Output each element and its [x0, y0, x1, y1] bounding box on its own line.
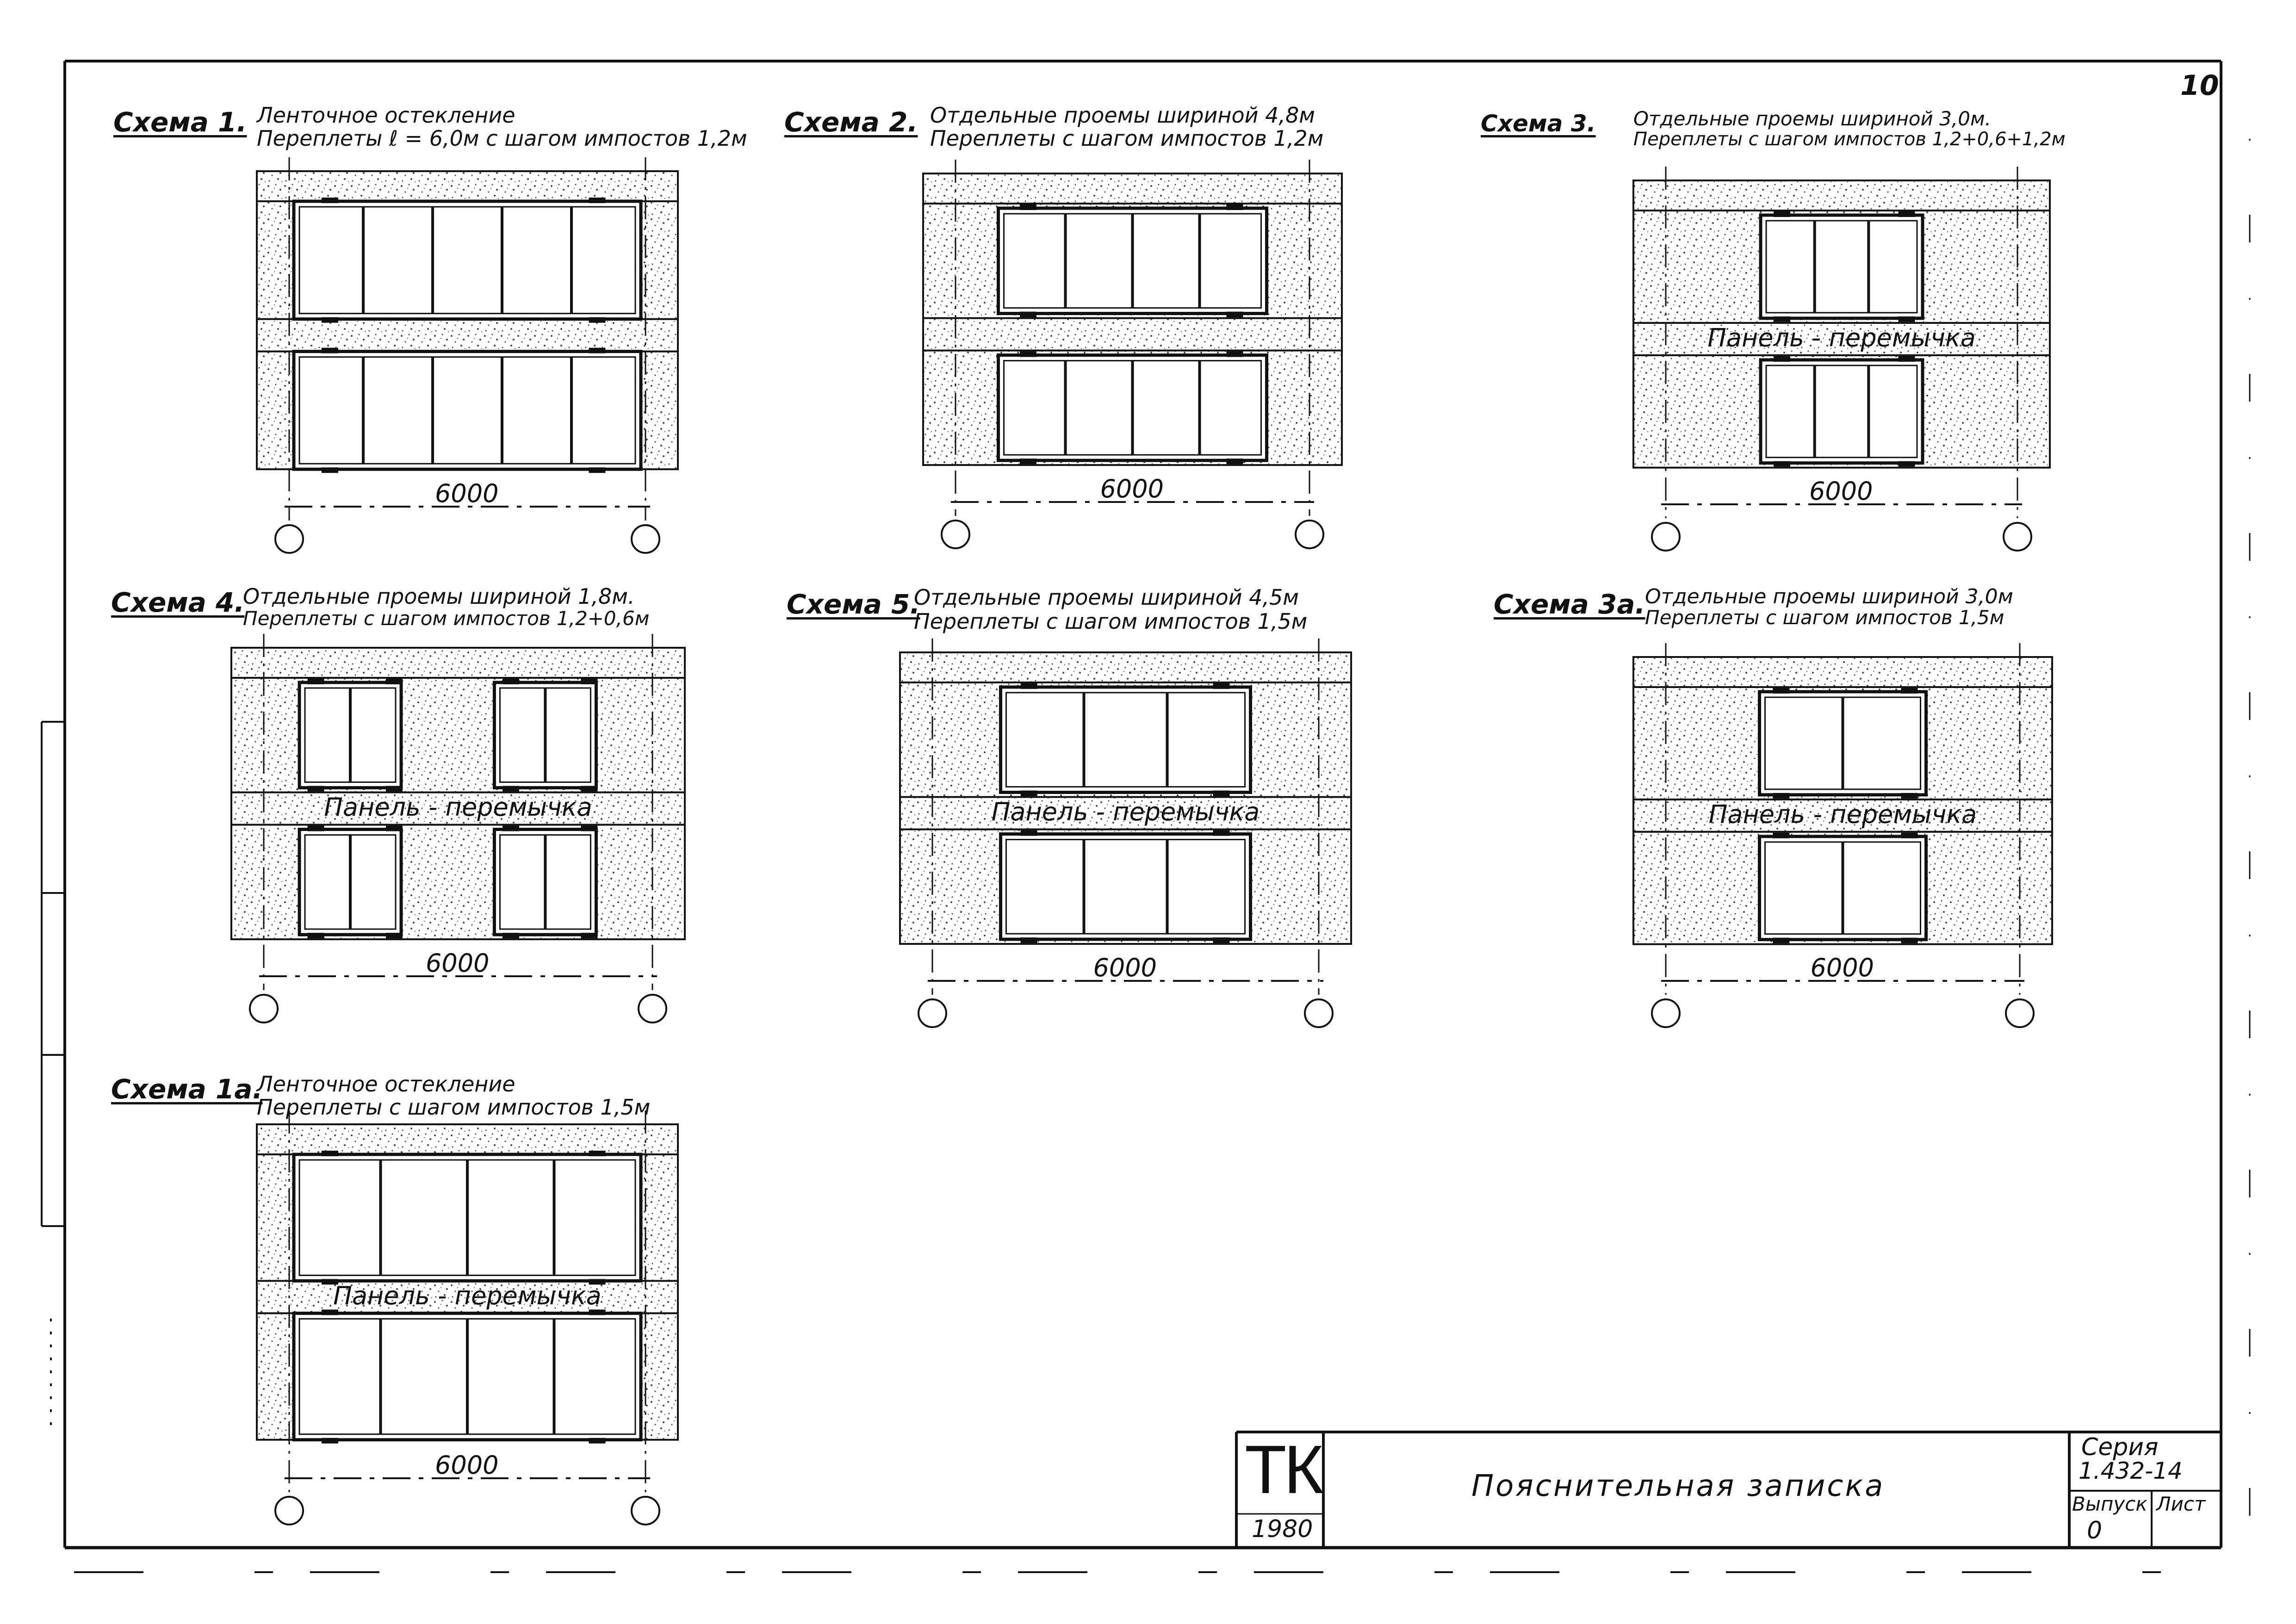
window-frame: [294, 201, 641, 319]
anchor: [322, 467, 338, 473]
anchor: [322, 1309, 338, 1315]
anchor: [1021, 831, 1037, 836]
anchor: [1773, 793, 1789, 799]
scheme-2-name: Схема 2.: [784, 106, 918, 138]
window: [999, 205, 1267, 317]
anchor: [1213, 791, 1230, 796]
anchor: [589, 198, 606, 203]
scheme-3a-drawing: [1633, 643, 2052, 1027]
anchor: [386, 933, 403, 938]
anchor: [1020, 352, 1036, 357]
anchor: [589, 348, 606, 353]
window: [294, 1151, 641, 1284]
issue-label: Выпуск: [2072, 1493, 2147, 1515]
anchor: [581, 786, 597, 792]
tk-logo: ТК: [1245, 1432, 1321, 1508]
window-frame: [1761, 360, 1923, 463]
scheme-4-name: Схема 4.: [111, 587, 245, 618]
anchor: [322, 1151, 338, 1156]
window-frame: [1761, 215, 1923, 318]
dimension-label: 6000: [426, 948, 490, 978]
axis-marker: [2004, 523, 2031, 551]
window: [1001, 683, 1251, 796]
panel-lintel-label: Панель - перемычка: [333, 1281, 602, 1310]
window: [1760, 688, 1926, 799]
window: [294, 348, 641, 473]
wall-panel: [257, 352, 294, 470]
scheme-4-description: Отдельные проемы шириной 1,8м.: [243, 584, 635, 609]
axis-marker: [918, 999, 946, 1027]
anchor: [1213, 937, 1230, 943]
anchor: [386, 679, 403, 684]
anchor: [503, 786, 519, 792]
panel-lintel-label: Панель - перемычка: [1707, 323, 1976, 353]
scheme-1-drawing: [257, 157, 678, 553]
dimension-label: 6000: [435, 479, 499, 508]
anchor: [1773, 833, 1789, 838]
anchor: [589, 1151, 606, 1156]
anchor: [1227, 312, 1243, 317]
sheet-number: 10: [2180, 69, 2219, 102]
window: [299, 826, 403, 939]
anchor: [1021, 791, 1037, 796]
anchor: [1020, 459, 1036, 464]
wall-panel: [257, 1124, 678, 1154]
anchor: [1021, 683, 1037, 689]
window: [999, 352, 1267, 465]
scheme-3a-description: Отдельные проемы шириной 3,0м: [1645, 585, 2013, 608]
axis-marker: [1652, 523, 1680, 551]
wall-panel: [641, 1154, 678, 1281]
axis-marker: [1652, 999, 1680, 1027]
anchor: [308, 933, 324, 938]
window-frame: [1001, 687, 1251, 793]
scheme-5-description: Отдельные проемы шириной 4,5м: [914, 585, 1299, 610]
anchor: [308, 786, 324, 792]
anchor: [581, 679, 597, 684]
anchor: [503, 679, 519, 684]
axis-marker: [250, 995, 278, 1023]
anchor: [322, 198, 338, 203]
wall-panel: [641, 352, 678, 470]
anchor: [386, 786, 403, 792]
anchor: [1774, 211, 1790, 217]
dimension-label: 6000: [435, 1450, 499, 1480]
anchor: [1774, 461, 1790, 467]
scheme-1a-sash-spec: Переплеты с шагом импостов 1,5м: [257, 1095, 651, 1120]
wall-panel: [1633, 657, 2052, 687]
issue-value: 0: [2087, 1517, 2103, 1544]
anchor: [1227, 459, 1243, 464]
axis-marker: [275, 525, 303, 553]
anchor: [1774, 316, 1790, 322]
anchor: [1213, 831, 1230, 836]
anchor: [1774, 356, 1790, 362]
window: [1001, 831, 1251, 943]
wall-panel: [257, 1154, 294, 1281]
axis-marker: [2006, 999, 2034, 1027]
scheme-4-drawing: [231, 634, 685, 1023]
scheme-5-sash-spec: Переплеты с шагом импостов 1,5м: [914, 609, 1308, 634]
anchor: [589, 1438, 606, 1444]
scheme-5-name: Схема 5.: [787, 589, 920, 620]
anchor: [1901, 688, 1918, 694]
axis-marker: [942, 521, 969, 548]
anchor: [589, 1309, 606, 1315]
anchor: [503, 826, 519, 831]
axis-marker: [1296, 521, 1323, 548]
wall-panel: [231, 648, 685, 678]
scheme-3-description: Отдельные проемы шириной 3,0м.: [1633, 107, 1991, 130]
anchor: [503, 933, 519, 938]
wall-panel: [257, 201, 294, 319]
window-frame: [294, 352, 641, 470]
scheme-2-sash-spec: Переплеты с шагом импостов 1,2м: [930, 126, 1324, 151]
scheme-2-description: Отдельные проемы шириной 4,8м: [930, 103, 1315, 128]
anchor: [1899, 356, 1915, 362]
scheme-5-drawing: [900, 638, 1351, 1027]
window: [294, 1309, 641, 1443]
series-label: Серия: [2081, 1433, 2159, 1461]
wall-panel: [641, 1313, 678, 1439]
anchor: [1773, 688, 1789, 694]
anchor: [322, 1438, 338, 1444]
axis-marker: [275, 1497, 303, 1525]
wall-panel: [257, 319, 678, 352]
scheme-1a-description: Ленточное остекление: [257, 1072, 515, 1097]
scheme-1a-drawing: [257, 1110, 678, 1525]
panel-lintel-label: Панель - перемычка: [1708, 800, 1977, 829]
anchor: [1227, 205, 1243, 210]
anchor: [589, 317, 606, 323]
panel-lintel-label: Панель - перемычка: [991, 797, 1260, 826]
anchor: [581, 933, 597, 938]
anchor: [308, 826, 324, 831]
axis-marker: [1305, 999, 1333, 1027]
anchor: [386, 826, 403, 831]
scheme-1-sash-spec: Переплеты ℓ = 6,0м с шагом импостов 1,2м: [257, 126, 747, 151]
scheme-1-description: Ленточное остекление: [257, 103, 515, 128]
wall-panel: [257, 171, 678, 201]
scheme-3a-sash-spec: Переплеты с шагом импостов 1,5м: [1645, 606, 2004, 629]
anchor: [1020, 312, 1036, 317]
scheme-3-sash-spec: Переплеты с шагом импостов 1,2+0,6+1,2м: [1633, 129, 2066, 150]
axis-marker: [632, 525, 659, 553]
anchor: [1899, 316, 1915, 322]
scheme-3-drawing: [1633, 167, 2050, 551]
wall-panel: [1633, 180, 2050, 211]
scheme-1-name: Схема 1.: [113, 106, 247, 138]
wall-panel: [257, 1313, 294, 1439]
wall-panel: [900, 652, 1351, 682]
anchor: [1901, 793, 1918, 799]
anchor: [322, 317, 338, 323]
window: [1760, 833, 1926, 943]
anchor: [308, 679, 324, 684]
scheme-3a-name: Схема 3а.: [1494, 589, 1645, 620]
anchor: [322, 348, 338, 353]
scheme-4-sash-spec: Переплеты с шагом импостов 1,2+0,6м: [243, 607, 650, 630]
window: [494, 826, 597, 939]
dimension-label: 6000: [1093, 953, 1157, 982]
anchor: [1773, 938, 1789, 943]
window: [494, 679, 597, 792]
anchor: [1901, 833, 1918, 838]
window-frame: [1001, 834, 1251, 940]
anchor: [581, 826, 597, 831]
anchor: [1213, 683, 1230, 689]
anchor: [1899, 211, 1915, 217]
window: [299, 679, 403, 792]
panel-lintel-label: Панель - перемычка: [324, 792, 592, 822]
year: 1980: [1252, 1515, 1313, 1543]
window: [1761, 356, 1923, 467]
anchor: [589, 467, 606, 473]
axis-marker: [639, 995, 666, 1023]
scheme-1a-name: Схема 1а.: [111, 1073, 263, 1105]
wall-panel: [641, 201, 678, 319]
document-title: Пояснительная записка: [1471, 1469, 1885, 1503]
scheme-3-name: Схема 3.: [1481, 110, 1596, 137]
dimension-label: 6000: [1100, 474, 1164, 503]
scheme-2-drawing: [923, 160, 1342, 548]
anchor: [1020, 205, 1036, 210]
wall-panel: [923, 174, 1342, 204]
anchor: [1021, 937, 1037, 943]
anchor: [1227, 352, 1243, 357]
window: [294, 198, 641, 323]
dimension-label: 6000: [1809, 477, 1873, 506]
dimension-label: 6000: [1810, 953, 1874, 982]
axis-marker: [632, 1497, 659, 1525]
series-value: 1.432-14: [2079, 1457, 2183, 1484]
wall-panel: [923, 318, 1342, 351]
sheet-label: Лист: [2156, 1493, 2206, 1515]
window: [1761, 211, 1923, 322]
anchor: [1901, 938, 1918, 943]
anchor: [1899, 461, 1915, 467]
